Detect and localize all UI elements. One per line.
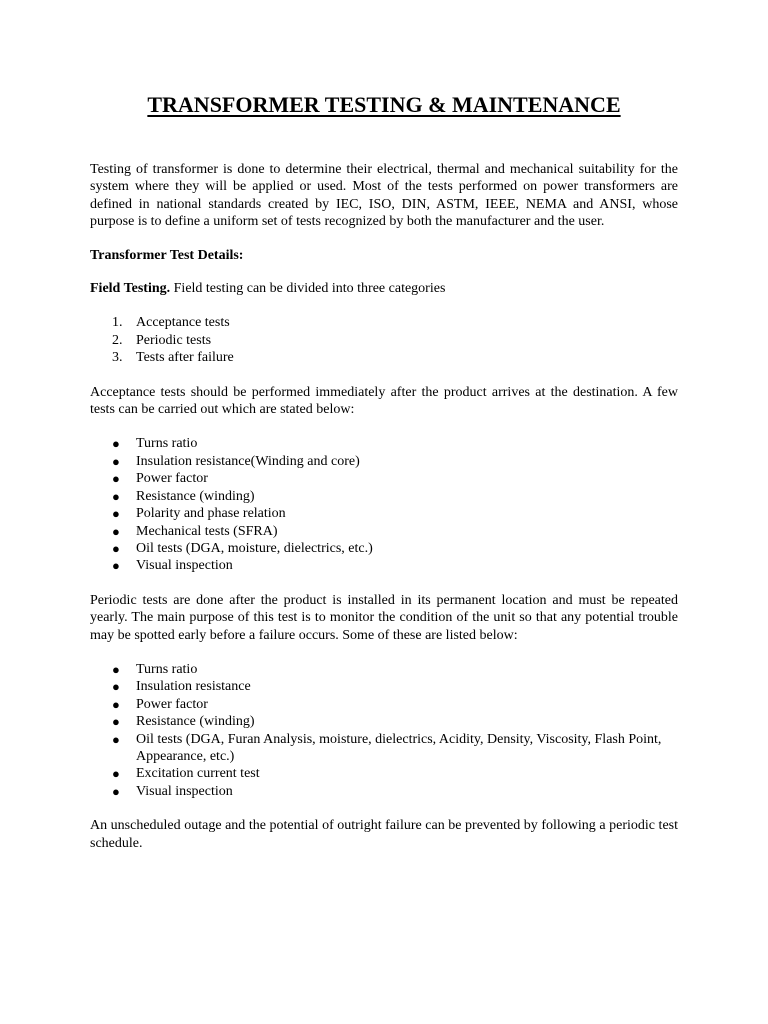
bullet-icon: ● (112, 540, 120, 556)
bullet-icon: ● (112, 558, 120, 574)
list-item (90, 470, 678, 487)
list-item (90, 314, 678, 331)
list-item-label: Mechanical tests (SFRA) (136, 523, 278, 539)
list-item-label: Resistance (winding) (136, 714, 255, 730)
list-item-label: Power factor (136, 696, 208, 712)
list-item-label: Acceptance tests (136, 315, 230, 331)
intro-paragraph: Testing of transformer is done to determine their electrical, thermal and mechanical suitability for the system where they will be applied or used. Most of the tests performed on power transformers are defined in national standards created by IEC, ISO, DIN, ASTM, IEEE, NEMA and ANSI, whose purpose is to define a uniform set of tests recognized by both the manufacturer and the user. (90, 162, 678, 230)
list-item (90, 696, 678, 713)
bullet-icon: ● (112, 679, 120, 695)
field-testing-paragraph (90, 280, 678, 297)
acceptance-intro-paragraph: Acceptance tests should be performed immediately after the product arrives at the destination. A few tests can be carried out which are stated below: (90, 384, 678, 418)
list-item-label: Visual inspection (136, 783, 233, 799)
list-item (90, 349, 678, 366)
field-testing-label: Field Testing. (90, 281, 171, 297)
bullet-icon: ● (112, 661, 120, 677)
list-item-label: Resistance (winding) (136, 488, 255, 504)
list-item-label: Polarity and phase relation (136, 506, 286, 522)
periodic-intro-paragraph: Periodic tests are done after the product is installed in its permanent location and must be repeated yearly. The main purpose of this test is to monitor the condition of the unit so that any potential trouble may be spotted early before a failure occurs. Some of these are listed below: (90, 592, 678, 643)
bullet-icon: ● (112, 523, 120, 539)
document-title: TRANSFORMER TESTING & MAINTENANCE (147, 92, 621, 117)
list-item (90, 783, 678, 800)
list-item-label: Turns ratio (136, 661, 198, 677)
list-number: 3. (112, 350, 123, 366)
bullet-icon: ● (112, 714, 120, 730)
list-item-label: Oil tests (DGA, moisture, dielectrics, etc.) (136, 540, 373, 556)
bullet-icon: ● (112, 696, 120, 712)
list-item-label: Visual inspection (136, 558, 233, 574)
list-item-label: Tests after failure (136, 350, 234, 366)
field-testing-text: Field testing can be divided into three categories (170, 281, 446, 297)
bullet-icon: ● (112, 488, 120, 504)
bullet-icon: ● (112, 766, 120, 782)
list-item-label: Periodic tests (136, 332, 212, 348)
list-item (90, 765, 678, 782)
list-item (90, 731, 678, 766)
list-item-label: Turns ratio (136, 436, 198, 452)
list-item-label: Insulation resistance(Winding and core) (136, 453, 360, 469)
bullet-icon: ● (112, 436, 120, 452)
test-details-heading: Transformer Test Details: (90, 247, 244, 263)
list-item (90, 540, 678, 557)
list-item (90, 713, 678, 730)
list-item (90, 557, 678, 574)
test-categories-list (90, 314, 678, 366)
list-item-label: Oil tests (DGA, Furan Analysis, moisture, dielectrics, Acidity, Density, Viscosity, Flash Point, Appearance, etc.) (136, 731, 662, 764)
periodic-tests-list (90, 661, 678, 800)
list-item (90, 678, 678, 695)
acceptance-tests-list (90, 435, 678, 574)
list-item (90, 523, 678, 540)
closing-paragraph: An unscheduled outage and the potential of outright failure can be prevented by following a periodic test schedule. (90, 818, 678, 851)
list-item (90, 332, 678, 349)
list-item (90, 505, 678, 522)
list-item (90, 435, 678, 452)
list-item-label: Excitation current test (136, 766, 260, 782)
list-item (90, 488, 678, 505)
list-item (90, 661, 678, 678)
bullet-icon: ● (112, 731, 120, 747)
list-item-label: Power factor (136, 471, 208, 487)
bullet-icon: ● (112, 506, 120, 522)
list-item (90, 453, 678, 470)
list-number: 1. (112, 315, 123, 331)
bullet-icon: ● (112, 453, 120, 469)
bullet-icon: ● (112, 783, 120, 799)
list-number: 2. (112, 332, 123, 348)
list-item-label: Insulation resistance (136, 679, 251, 695)
bullet-icon: ● (112, 471, 120, 487)
